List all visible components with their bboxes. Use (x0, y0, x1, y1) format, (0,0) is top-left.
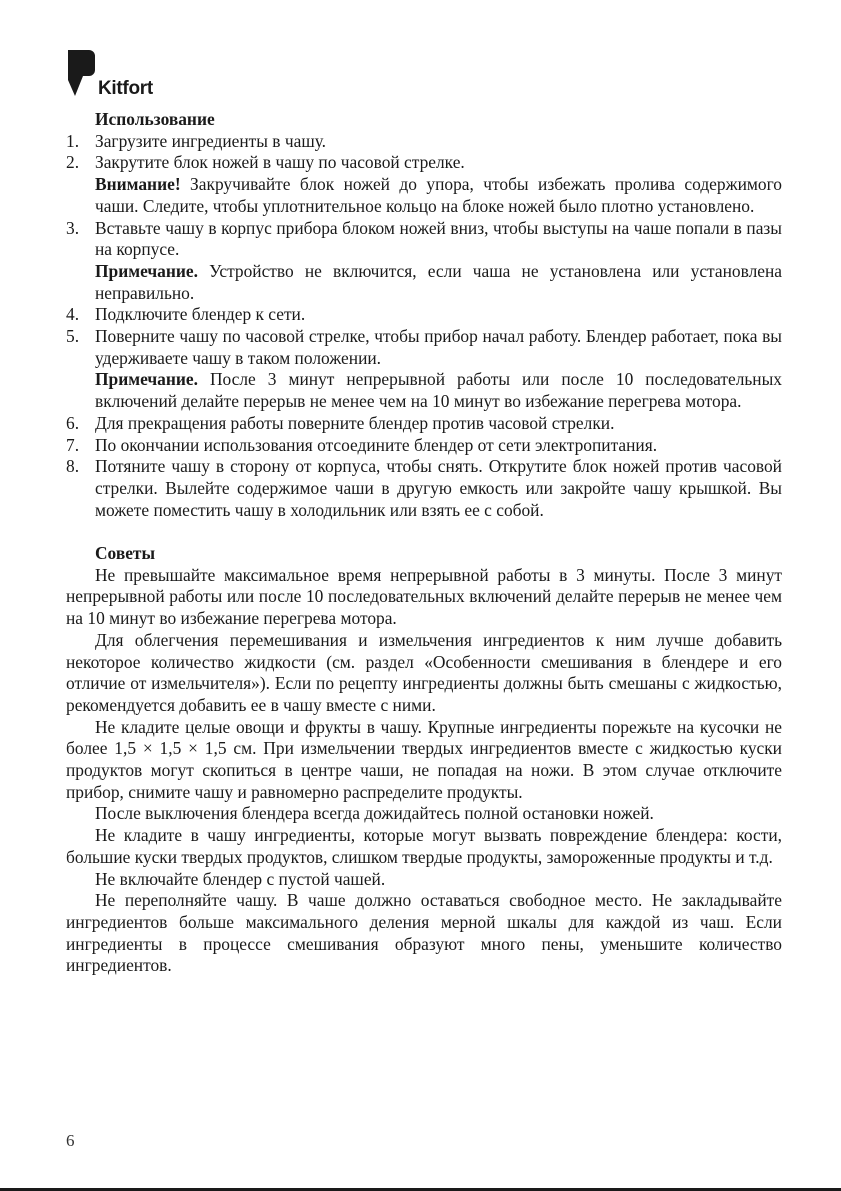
page-content (66, 109, 782, 977)
step-text: По окончании использования отсоедините блендер от сети электропитания. (95, 434, 658, 455)
step-text: Поверните чашу по часовой стрелке, чтобы прибор начал работу. Блендер работает, пока вы удерживаете чашу в таком положении. (95, 326, 782, 368)
list-item (66, 304, 782, 326)
tips-paragraph: После выключения блендера всегда дожидайтесь полной остановки ножей. (95, 803, 654, 824)
note-text: После 3 минут непрерывной работы или после 10 последовательных включений делайте перерыв не менее чем на 10 минут во избежание перегрева мотора. (95, 369, 782, 412)
note-label: Примечание. (95, 369, 198, 390)
step-number: 8. (66, 456, 80, 477)
list-item (66, 152, 782, 217)
step-number: 7. (66, 434, 80, 455)
list-item (66, 131, 782, 153)
step-number: 1. (66, 130, 80, 151)
step-text: Закрутите блок ножей в чашу по часовой стрелке. (95, 152, 465, 173)
note-label: Внимание! (95, 174, 181, 195)
list-item (66, 456, 782, 521)
list-item (66, 413, 782, 435)
step-number: 4. (66, 304, 80, 325)
kitfort-logo-icon (65, 50, 95, 98)
step-text: Потяните чашу в сторону от корпуса, чтобы снять. Открутите блок ножей против часовой стрелки. Вылейте содержимое чаши в другую емкость или закройте чашу крышкой. Вы можете поместить чашу в холодильник или взять ее с собой. (95, 456, 782, 520)
page-number: 6 (66, 1131, 75, 1150)
step-text: Загрузите ингредиенты в чашу. (95, 130, 327, 151)
tips-paragraph: Не кладите в чашу ингредиенты, которые могут вызвать повреждение блендера: кости, большие куски твердых продуктов, слишком твердые продукты, замороженные продукты и т.д. (66, 825, 782, 867)
step-text: Подключите блендер к сети. (95, 304, 306, 325)
list-item (66, 218, 782, 305)
brand-logo (65, 50, 175, 100)
brand-name: Kitfort (98, 78, 153, 99)
tips-section (66, 543, 782, 977)
tips-paragraph: Не кладите целые овощи и фрукты в чашу. Крупные ингредиенты порежьте на кусочки не более 1,5 × 1,5 × 1,5 см. При измельчении твердых ингредиентов вместе с жидкостью куски продуктов могут скопиться в центре чаши, не попадая на ножи. В этом случае отключите прибор, снимите чашу и равномерно распределите продукты. (66, 716, 782, 802)
step-number: 3. (66, 217, 80, 238)
tips-paragraph: Не переполняйте чашу. В чаше должно оставаться свободное место. Не закладывайте ингредиентов больше максимального деления мерной шкалы для каждой из чаш. Если ингредиенты в процессе смешивания образуют много пены, уменьшите количество ингредиентов. (66, 890, 782, 976)
usage-steps (66, 131, 782, 522)
step-text: Для прекращения работы поверните блендер против часовой стрелки. (95, 412, 615, 433)
step-number: 5. (66, 326, 80, 347)
tips-paragraph: Для облегчения перемешивания и измельчения ингредиентов к ним лучше добавить некоторое количество жидкости (см. раздел «Особенности смешивания в блендере и его отличие от измельчителя»). Если по рецепту ингредиенты должны быть смешаны с жидкостью, рекомендуется добавить ее в чашу вместе с ними. (66, 629, 782, 715)
step-number: 2. (66, 152, 80, 173)
note-text: Закручивайте блок ножей до упора, чтобы избежать пролива содержимого чаши. Следите, чтобы уплотнительное кольцо на блоке ножей было плотно установлено. (95, 174, 782, 216)
tips-paragraph: Не включайте блендер с пустой чашей. (95, 868, 386, 889)
step-number: 6. (66, 412, 80, 433)
step-note (95, 369, 782, 412)
tips-heading: Советы (95, 543, 156, 564)
note-text: Устройство не включится, если чаша не установлена или установлена неправильно. (95, 260, 782, 303)
tips-paragraph: Не превышайте максимальное время непрерывной работы в 3 минуты. После 3 минут непрерывной работы или после 10 последовательных включений делайте перерыв не менее чем на 10 минут во избежание перегрева мотора. (66, 564, 782, 629)
step-text: Вставьте чашу в корпус прибора блоком ножей вниз, чтобы выступы на чаше попали в пазы на корпусе. (95, 217, 782, 260)
section-spacer (66, 521, 782, 543)
note-label: Примечание. (95, 260, 198, 281)
step-note (95, 261, 782, 304)
list-item (66, 435, 782, 457)
usage-heading: Использование (95, 109, 215, 129)
step-note (95, 174, 782, 217)
list-item (66, 326, 782, 413)
